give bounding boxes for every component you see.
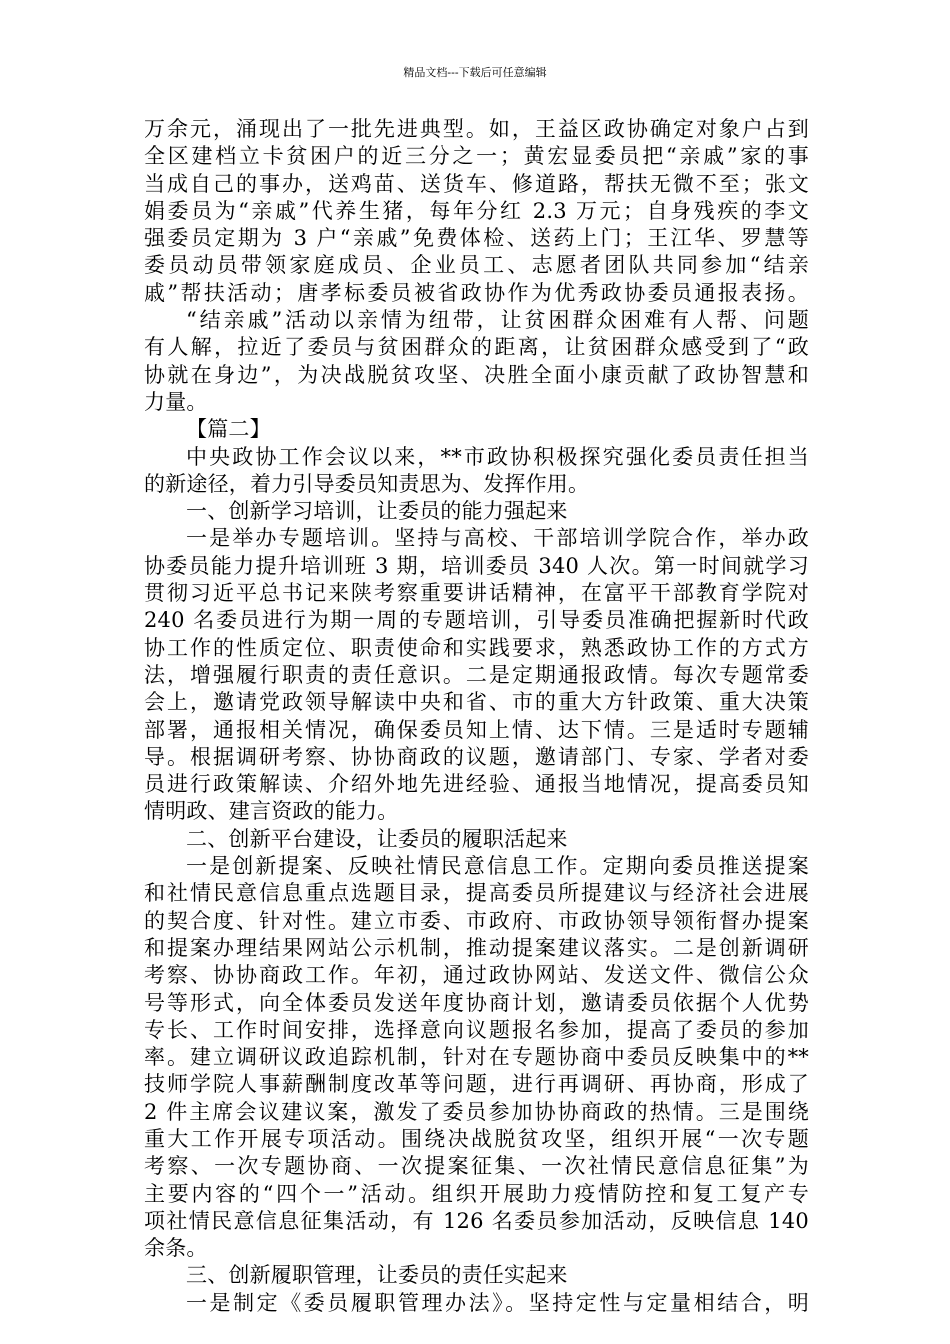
text-line: 项社情民意信息征集活动，有 126 名委员参加活动，反映信息 140 <box>144 1208 809 1233</box>
text-line: 余条。 <box>144 1236 208 1261</box>
text-line: 一是创新提案、反映社情民意信息工作。定期向委员推送提案 <box>186 854 809 879</box>
text-line: 号等形式，向全体委员发送年度协商计划，邀请委员依据个人优势 <box>144 990 809 1015</box>
text-line: 万余元，涌现出了一批先进典型。如，王益区政协确定对象户占到 <box>144 117 809 141</box>
text-line: 中央政协工作会议以来，**市政协积极探究强化委员责任担当 <box>186 444 809 469</box>
text-line: 导。根据调研考察、协协商政的议题，邀请部门、专家、学者对委 <box>144 744 809 769</box>
text-line: 的契合度、针对性。建立市委、市政府、市政协领导领衔督办提案 <box>144 908 809 933</box>
section-heading: 【篇二】 <box>186 417 271 442</box>
text-line: 会上，邀请党政领导解读中央和省、市的重大方针政策、重大决策 <box>144 690 809 715</box>
text-line: 和社情民意信息重点选题目录，提高委员所提建议与经济社会进展 <box>144 881 809 906</box>
text-line: 贯彻习近平总书记来陕考察重要讲话精神，在富平干部教育学院对 <box>144 581 809 606</box>
text-line: 一是制定《委员履职管理办法》。坚持定性与定量相结合，明 <box>186 1290 809 1315</box>
text-line: 情明政、建言资政的能力。 <box>144 799 399 824</box>
text-line: 强委员定期为 3 户“亲戚”免费体检、送药上门；王江华、罗慧等 <box>144 226 809 251</box>
text-line: 主要内容的“四个一”活动。组织开展助力疫情防控和复工复产专 <box>144 1181 809 1206</box>
text-line: 率。建立调研议政追踪机制，针对在专题协商中委员反映集中的** <box>144 1045 809 1070</box>
section-heading: 一、创新学习培训，让委员的能力强起来 <box>186 499 568 524</box>
text-line: 2 件主席会议建议案，激发了委员参加协协商政的热情。三是围绕 <box>144 1099 809 1124</box>
section-heading: 三、创新履职管理，让委员的责任实起来 <box>186 1263 568 1288</box>
page-header: 精品文档---下载后可任意编辑 <box>403 66 547 79</box>
text-line: 协就在身边”，为决战脱贫攻坚、决胜全面小康贡献了政协智慧和 <box>144 362 809 387</box>
text-line: 考察、协协商政工作。年初，通过政协网站、发送文件、微信公众 <box>144 963 809 988</box>
text-line: 的新途径，着力引导委员知责思为、发挥作用。 <box>144 471 590 496</box>
text-line: 娟委员为“亲戚”代养生猪，每年分红 2.3 万元；自身残疾的李文 <box>144 198 809 223</box>
text-line: 协工作的性质定位、职责使命和实践要求，熟悉政协工作的方式方 <box>144 635 809 660</box>
document-body <box>144 116 809 1317</box>
text-line: 和提案办理结果网站公示机制，推动提案建议落实。二是创新调研 <box>144 935 809 960</box>
text-line: 一是举办专题培训。坚持与高校、干部培训学院合作，举办政 <box>186 526 809 551</box>
text-line: 全区建档立卡贫困户的近三分之一；黄宏显委员把“亲戚”家的事 <box>144 144 809 169</box>
text-line: 考察、一次专题协商、一次提案征集、一次社情民意信息征集”为 <box>144 1154 809 1179</box>
text-line: 员进行政策解读、介绍外地先进经验、通报当地情况，提高委员知 <box>144 772 809 797</box>
text-line: 委员动员带领家庭成员、企业员工、志愿者团队共同参加“结亲 <box>144 253 809 278</box>
text-line: 协委员能力提升培训班 3 期，培训委员 340 人次。第一时间就学习 <box>144 553 809 578</box>
text-line: 重大工作开展专项活动。围绕决战脱贫攻坚，组织开展“一次专题 <box>144 1126 809 1151</box>
section-heading: 二、创新平台建设，让委员的履职活起来 <box>186 826 568 851</box>
text-line: 当成自己的事办，送鸡苗、送货车、修道路，帮扶无微不至；张文 <box>144 171 809 196</box>
text-line: 专长、工作时间安排，选择意向议题报名参加，提高了委员的参加 <box>144 1017 809 1042</box>
text-line: 240 名委员进行为期一周的专题培训，引导委员准确把握新时代政 <box>144 608 809 633</box>
text-line: “结亲戚”活动以亲情为纽带，让贫困群众困难有人帮、问题 <box>186 308 809 333</box>
text-line: 有人解，拉近了委员与贫困群众的距离，让贫困群众感受到了“政 <box>144 335 809 360</box>
text-line: 力量。 <box>144 389 208 414</box>
text-line: 部署，通报相关情况，确保委员知上情、达下情。三是适时专题辅 <box>144 717 809 742</box>
text-line: 戚”帮扶活动；唐孝标委员被省政协作为优秀政协委员通报表扬。 <box>144 280 809 305</box>
text-line: 法，增强履行职责的责任意识。二是定期通报政情。每次专题常委 <box>144 662 809 687</box>
text-line: 技师学院人事薪酬制度改革等问题，进行再调研、再协商，形成了 <box>144 1072 809 1097</box>
